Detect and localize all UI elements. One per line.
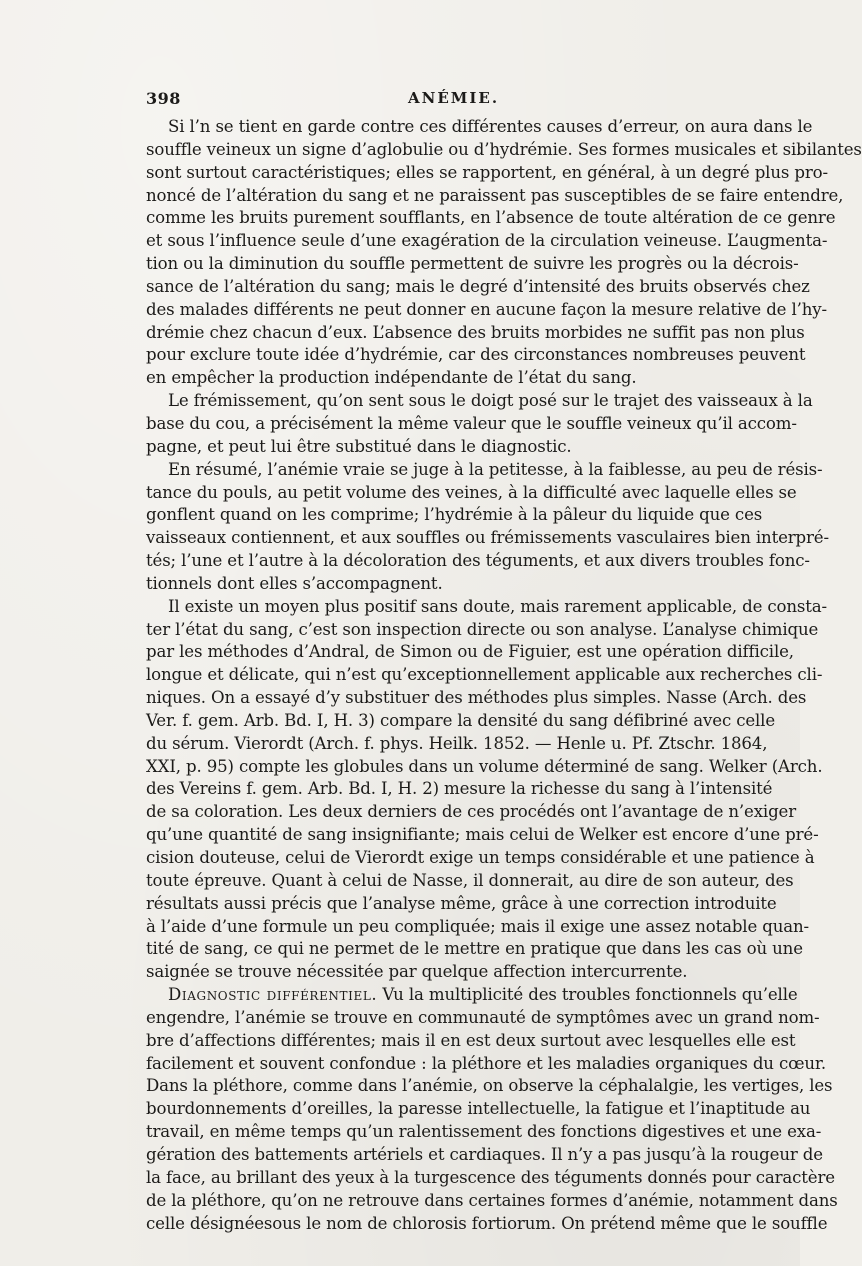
text-line: qu’une quantité de sang insignifiante; mais celui de Welker est encore d’une pré- <box>146 825 819 845</box>
running-title: ANÉMIE. <box>408 89 500 107</box>
text-line: tés; l’une et l’autre à la décoloration des téguments, et aux divers troubles fonc- <box>146 551 810 571</box>
text-line: toute épreuve. Quant à celui de Nasse, il donnerait, au dire de son auteur, des <box>146 870 794 890</box>
text-line: travail, en même temps qu’un ralentissement des fonctions digestives et une exa- <box>146 1122 822 1142</box>
text-line: Il existe un moyen plus positif sans doute, mais rarement applicable, de consta- <box>168 596 827 616</box>
text-line: Ver. f. gem. Arb. Bd. I, H. 3) compare la densité du sang défibriné avec celle <box>146 710 776 730</box>
text-line: tion ou la diminution du souffle permettent de suivre les progrès ou la décrois- <box>146 254 799 274</box>
text-line: gération des battements artériels et cardiaques. Il n’y a pas jusqu’à la rougeur de <box>146 1144 823 1164</box>
text-line: saignée se trouve nécessitée par quelque affection intercurrente. <box>146 962 688 982</box>
text-line: souffle veineux un signe d’aglobulie ou d’hydrémie. Ses formes musicales et sibilantes <box>146 139 862 159</box>
text-line: cision douteuse, celui de Vierordt exige un temps considérable et une patience à <box>146 848 815 867</box>
text-line: la face, au brillant des yeux à la turgescence des téguments donnés pour caractère <box>146 1167 835 1187</box>
text-line: engendre, l’anémie se trouve en communauté de symptômes avec un grand nom- <box>146 1007 820 1027</box>
text-line: bourdonnements d’oreilles, la paresse intellectuelle, la fatigue et l’inaptitude au <box>146 1099 811 1119</box>
text-line: par les méthodes d’Andral, de Simon ou de Figuier, est une opération difficile, <box>146 642 794 662</box>
text-line: pagne, et peut lui être substitué dans le diagnostic. <box>146 436 572 456</box>
text-line: Diagnostic différentiel. Vu la multiplicité des troubles fonctionnels qu’elle <box>168 985 798 1005</box>
text-line: drémie chez chacun d’eux. L’absence des bruits morbides ne suffit pas non plus <box>146 322 805 342</box>
text-line: des Vereins f. gem. Arb. Bd. I, H. 2) mesure la richesse du sang à l’intensité <box>146 779 773 799</box>
text-line: de sa coloration. Les deux derniers de ces procédés ont l’avantage de n’exiger <box>146 802 796 822</box>
text-line: Si l’n se tient en garde contre ces différentes causes d’erreur, on aura dans le <box>168 117 813 136</box>
text-line: bre d’affections différentes; mais il en est deux surtout avec lesquelles elle est <box>146 1030 796 1050</box>
text-line: résultats aussi précis que l’analyse même, grâce à une correction introduite <box>146 893 777 913</box>
text-line: du sérum. Vierordt (Arch. f. phys. Heilk. 1852. — Henle u. Pf. Ztschr. 1864, <box>146 733 768 753</box>
text-line: base du cou, a précisément la même valeur que le souffle veineux qu’il accom- <box>146 413 797 433</box>
text-line: et sous l’influence seule d’une exagération de la circulation veineuse. L’augmenta- <box>146 231 828 251</box>
text-line: tionnels dont elles s’accompagnent. <box>146 573 443 593</box>
text-line: sont surtout caractéristiques; elles se rapportent, en général, à un degré plus pro- <box>146 162 828 182</box>
section-heading: Diagnostic différentiel. <box>168 985 378 1005</box>
text-line: à l’aide d’une formule un peu compliquée; mais il exige une assez notable quan- <box>146 916 810 936</box>
text-line: tité de sang, ce qui ne permet de le mettre en pratique que dans les cas où une <box>146 939 803 959</box>
page-number: 398 <box>146 89 181 108</box>
text-line: niques. On a essayé d’y substituer des méthodes plus simples. Nasse (Arch. des <box>146 688 807 708</box>
text-line: tance du pouls, au petit volume des veines, à la difficulté avec laquelle elles se <box>146 482 797 502</box>
text-line: des malades différents ne peut donner en aucune façon la mesure relative de l’hy- <box>146 299 827 319</box>
text-line: sance de l’altération du sang; mais le degré d’intensité des bruits observés chez <box>146 276 810 296</box>
text-line: Dans la pléthore, comme dans l’anémie, on observe la céphalalgie, les vertiges, les <box>146 1076 833 1096</box>
text-line: longue et délicate, qui n’est qu’exceptionnellement applicable aux recherches cli- <box>146 665 823 685</box>
text-line: de la pléthore, qu’on ne retrouve dans certaines formes d’anémie, notamment dans <box>146 1190 838 1210</box>
text-line: gonflent quand on les comprime; l’hydrémie à la pâleur du liquide que ces <box>146 505 763 525</box>
text-line: celle désignéesous le nom de chlorosis fortiorum. On prétend même que le souffle <box>146 1213 828 1233</box>
text-line: XXI, p. 95) compte les globules dans un volume déterminé de sang. Welker (Arch. <box>146 756 823 776</box>
text-line: vaisseaux contiennent, et aux souffles ou frémissements vasculaires bien interpré- <box>146 528 829 548</box>
text-line: noncé de l’altération du sang et ne paraissent pas susceptibles de se faire entendre, <box>146 185 844 205</box>
text-line: pour exclure toute idée d’hydrémie, car des circonstances nombreuses peuvent <box>146 345 806 365</box>
text-line: facilement et souvent confondue : la pléthore et les maladies organiques du cœur. <box>146 1053 826 1073</box>
running-head <box>146 89 738 111</box>
text-line: Le frémissement, qu’on sent sous le doigt posé sur le trajet des vaisseaux à la <box>168 391 813 411</box>
text-line: en empêcher la production indépendante de l’état du sang. <box>146 368 637 388</box>
text-line: comme les bruits purement soufflants, en l’absence de toute altération de ce genre <box>146 208 836 228</box>
text-line: En résumé, l’anémie vraie se juge à la petitesse, à la faiblesse, au peu de résis- <box>168 459 823 479</box>
text-line: ter l’état du sang, c’est son inspection directe ou son analyse. L’analyse chimique <box>146 619 819 639</box>
body-text <box>146 116 862 1235</box>
